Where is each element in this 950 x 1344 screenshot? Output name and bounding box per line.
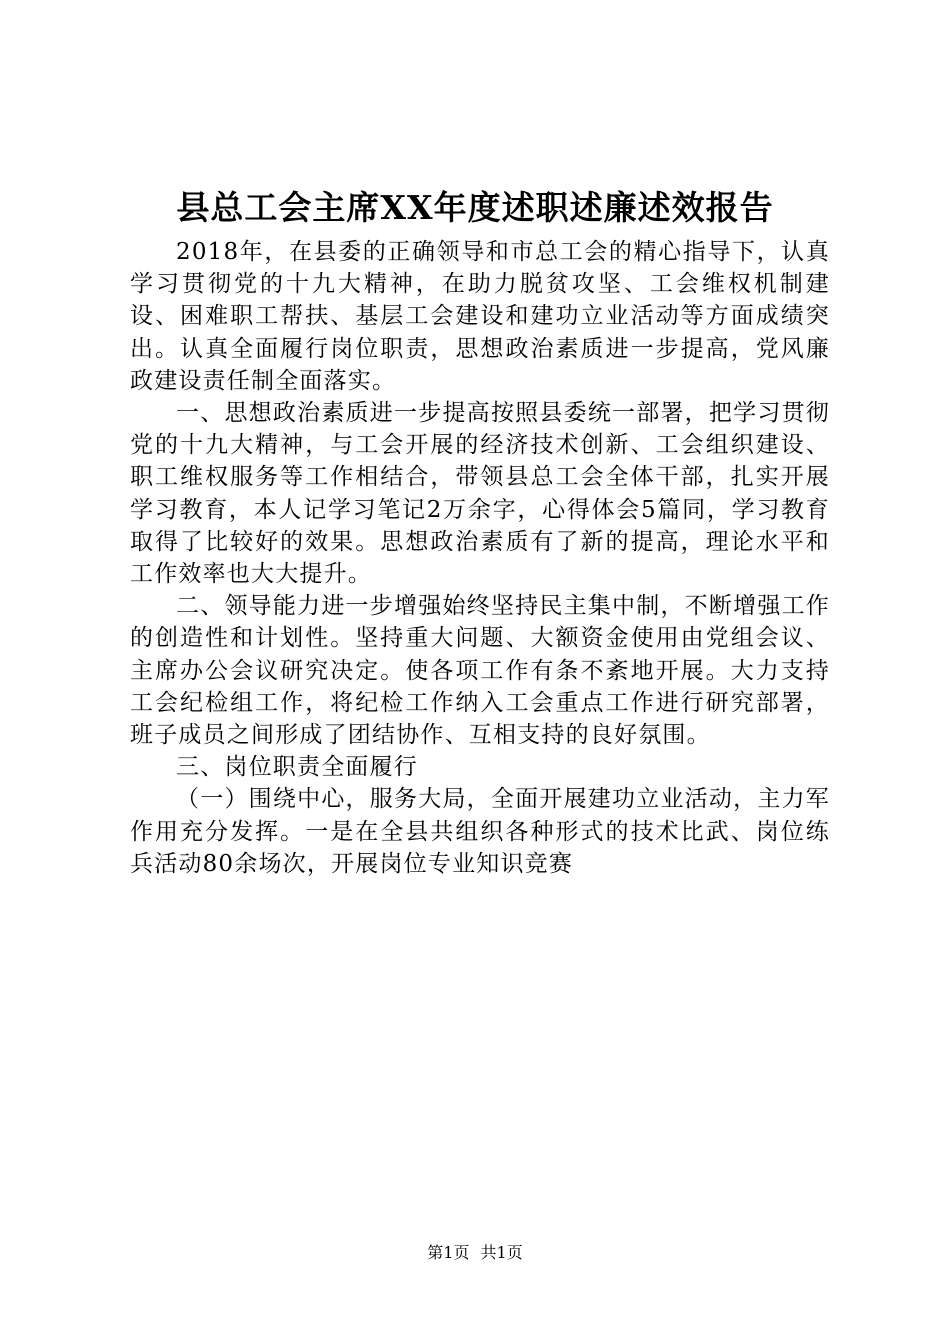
paragraph-section-3-item-1: （一）围绕中心，服务大局，全面开展建功立业活动，主力军作用充分发挥。一是在全县共组织各种形式的技术比武、岗位练兵活动80余场次，开展岗位专业知识竞赛	[130, 786, 830, 877]
paragraph-intro: 2018年，在县委的正确领导和市总工会的精心指导下，认真学习贯彻党的十九大精神，在助力脱贫攻坚、工会维权机制建设、困难职工帮扶、基层工会建设和建功立业活动等方面成绩突出。认真全面履行岗位职责，思想政治素质进一步提高，党风廉政建设责任制全面落实。	[130, 239, 830, 394]
page-footer	[0, 1243, 950, 1263]
paragraph-section-3-heading: 三、岗位职责全面履行	[176, 754, 418, 781]
paragraph-section-1: 一、思想政治素质进一步提高按照县委统一部署，把学习贯彻党的十九大精神，与工会开展的经济技术创新、工会组织建设、职工维权服务等工作相结合，带领县总工会全体干部，扎实开展学习教育，本人记学习笔记2万余字，心得体会5篇同，学习教育取得了比较好的效果。思想政治素质有了新的提高，理论水平和工作效率也大大提升。	[130, 400, 830, 588]
document-body	[130, 236, 830, 880]
document-title: 县总工会主席XX年度述职述廉述效报告	[176, 188, 774, 227]
page-number-current: 第1页	[427, 1243, 470, 1262]
page-number-total: 共1页	[480, 1243, 523, 1262]
paragraph-section-2: 二、领导能力进一步增强始终坚持民主集中制，不断增强工作的创造性和计划性。坚持重大问题、大额资金使用由党组会议、主席办公会议研究决定。使各项工作有条不紊地开展。大力支持工会纪检组工作，将纪检工作纳入工会重点工作进行研究部署，班子成员之间形成了团结协作、互相支持的良好氛围。	[130, 593, 830, 749]
